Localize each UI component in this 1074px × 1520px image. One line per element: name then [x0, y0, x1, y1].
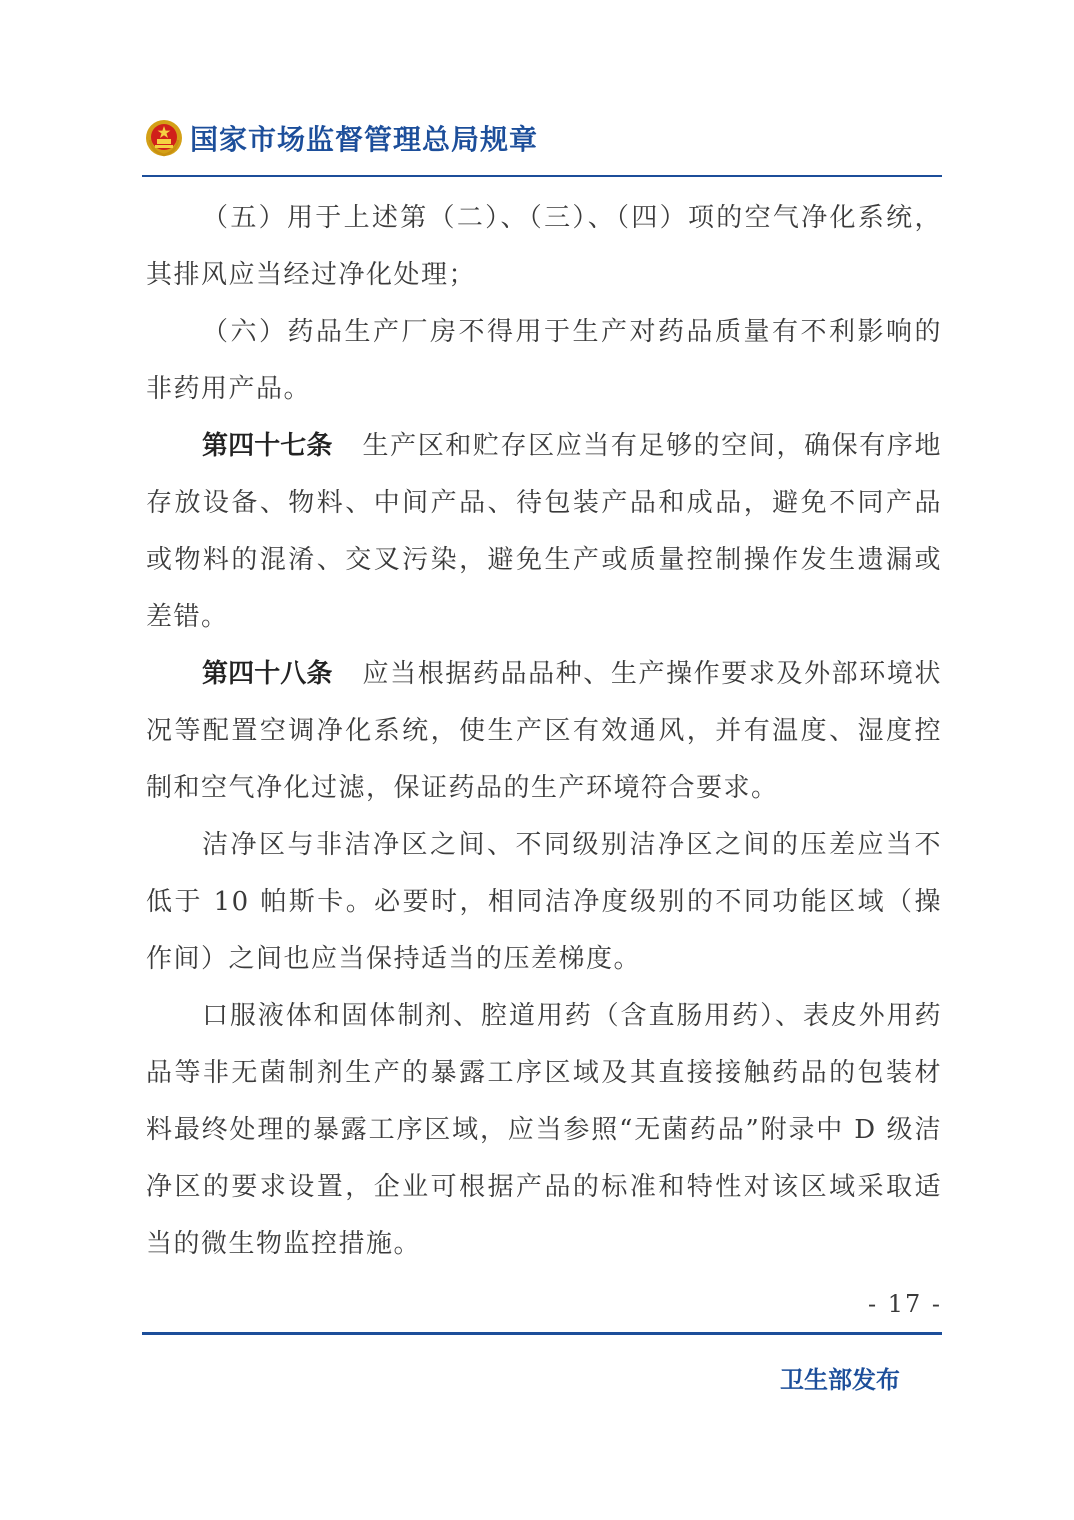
paragraph	[146, 817, 942, 988]
paragraph-text: （六）药品生产厂房不得用于生产对药品质量有不利影响的非药用产品。	[146, 317, 942, 404]
paragraph	[146, 988, 942, 1273]
paragraph-text: 生产区和贮存区应当有足够的空间，确保有序地存放设备、物料、中间产品、待包装产品和成品，避免不同产品或物料的混淆、交叉污染，避免生产或质量控制操作发生遗漏或差错。	[146, 431, 942, 632]
paragraph	[146, 304, 942, 418]
paragraph-text: （五）用于上述第（二）、（三）、（四）项的空气净化系统，其排风应当经过净化处理；	[146, 203, 942, 290]
header-divider	[142, 175, 942, 177]
footer-divider	[142, 1332, 942, 1335]
national-emblem-icon	[144, 118, 184, 158]
article-number: 第四十八条	[202, 659, 333, 689]
page-header	[144, 112, 944, 164]
article-number: 第四十七条	[202, 431, 333, 461]
article-paragraph	[146, 418, 942, 646]
paragraph	[146, 190, 942, 304]
page-number: - 17 -	[867, 1290, 942, 1318]
paragraph-text: 洁净区与非洁净区之间、不同级别洁净区之间的压差应当不低于 10 帕斯卡。必要时，相同洁净度级别的不同功能区域（操作间）之间也应当保持适当的压差梯度。	[146, 830, 942, 974]
paragraph-text: 应当根据药品品种、生产操作要求及外部环境状况等配置空调净化系统，使生产区有效通风，并有温度、湿度控制和空气净化过滤，保证药品的生产环境符合要求。	[146, 659, 942, 803]
article-paragraph	[146, 646, 942, 817]
publisher-label: 卫生部发布	[780, 1366, 900, 1394]
document-body	[146, 190, 942, 1273]
header-title: 国家市场监督管理总局规章	[190, 123, 539, 156]
paragraph-text: 口服液体和固体制剂、腔道用药（含直肠用药）、表皮外用药品等非无菌制剂生产的暴露工序区域及其直接接触药品的包装材料最终处理的暴露工序区域，应当参照“无菌药品”附录中 D 级洁净区的要求设置，企业可根据产品的标准和特性对该区域采取适当的微生物监控措施。	[146, 1001, 942, 1259]
